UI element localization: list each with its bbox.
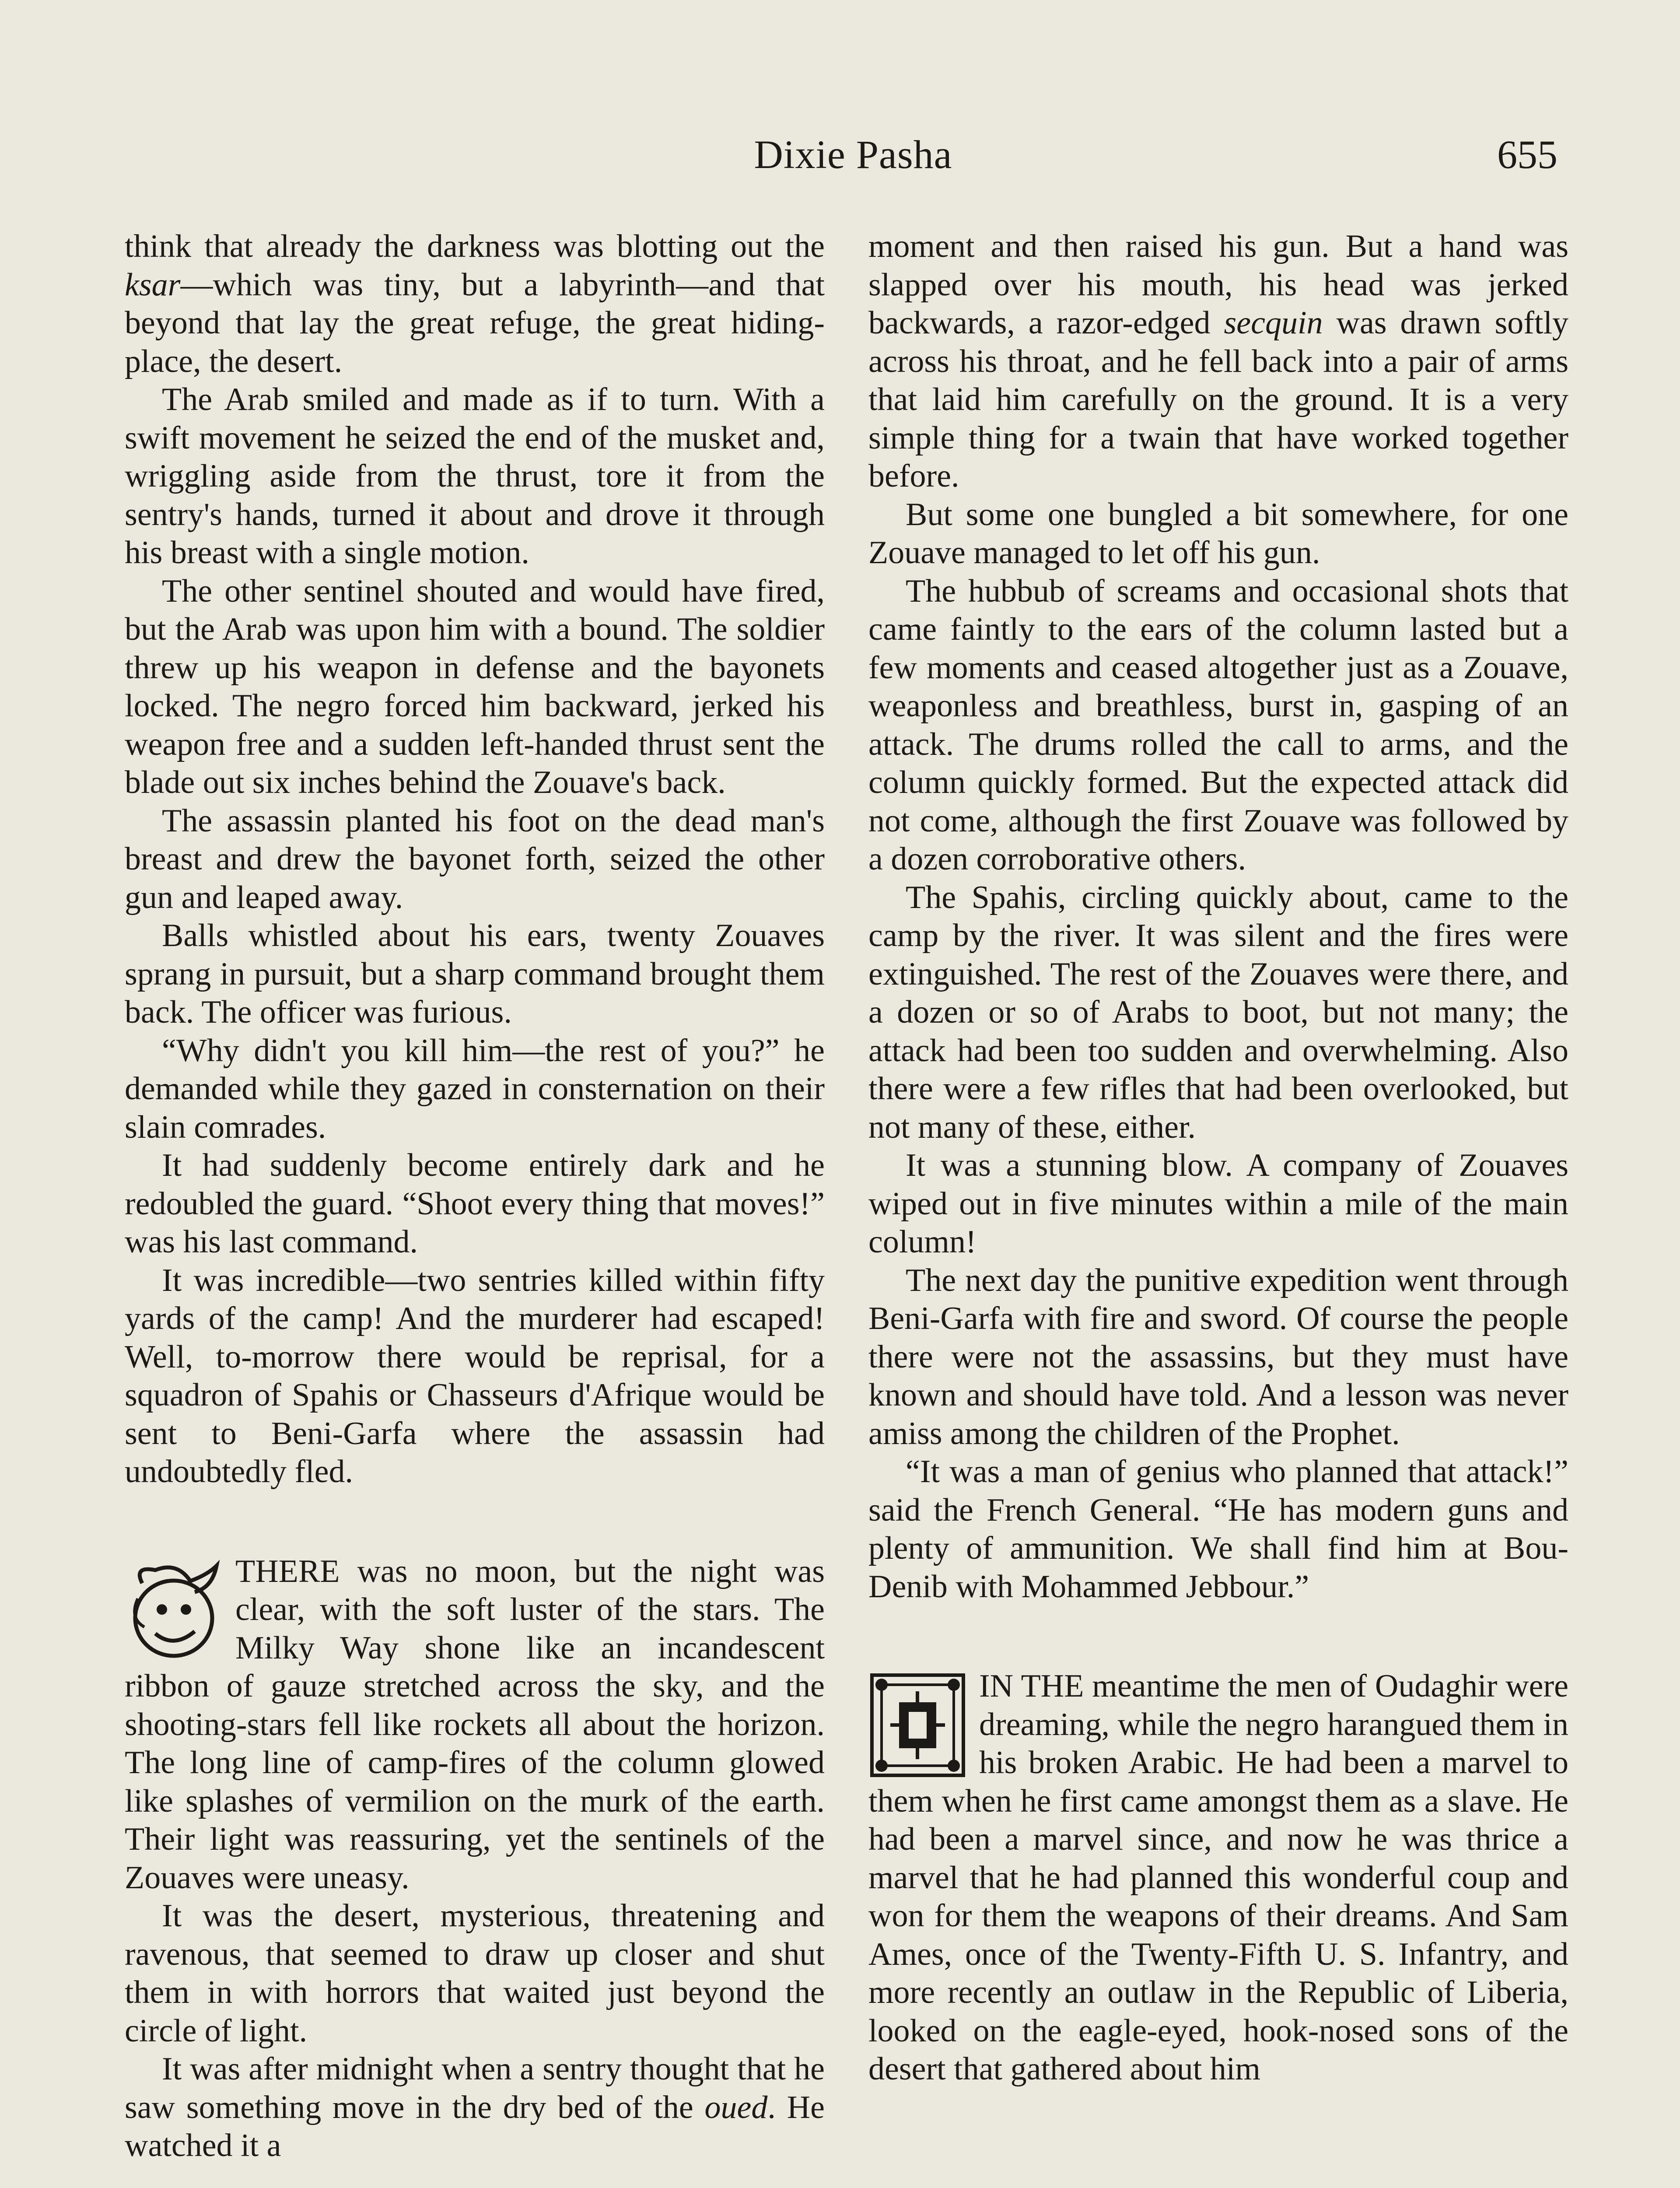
paragraph: The hubbub of screams and occasional shots that came faintly to the ears of the column lasted but a few moments and ceased altogether just as a Zouave, weaponless and breathless, burst in, gasping of an attack. The drums rolled the call to arms, and the column quickly formed. But the expected attack did not come, although the first Zouave was followed by a dozen corroborative others. — [868, 573, 1568, 877]
paragraph: “It was a man of genius who planned that attack!” said the French General. “He has modern guns and plenty of ammunition. We shall find him at Bou-Denib with Mohammed Jebbour.” — [868, 1454, 1568, 1605]
section-break-left — [125, 1553, 825, 2165]
page-number: 655 — [1497, 132, 1558, 177]
paragraph: It had suddenly become entirely dark and he redoubled the guard. “Shoot every thing that moves!” was his last command. — [125, 1147, 825, 1260]
paragraph: THERE was no moon, but the night was clear, with the soft luster of the stars. The Milky Way shone like an incandescent ribbon of gauze stretched across the sky, and the shooting-stars fell like rockets all about the horizon. The long line of camp-fires of the column glowed like splashes of vermilion on the murk of the earth. Their light was reassuring, yet the sentinels of the Zouaves were uneasy. — [125, 1553, 825, 1896]
paragraph: IN THE meantime the men of Oudaghir were dreaming, while the negro harangued them in his broken Arabic. He had been a marvel to them when he first came amongst them as a slave. He had been a marvel since, and now he was thrice a marvel that he had planned this wonderful coup and won for them the weapons of their dreams. And Sam Ames, once of the Twenty-Fifth U. S. Infantry, and more recently an outlaw in the Republic of Liberia, looked on the eagle-eyed, hook-nosed sons of the desert that gathered about him — [868, 1668, 1568, 2087]
italic-word: secquin — [1224, 305, 1323, 341]
paragraph: The Spahis, circling quickly about, came to the camp by the river. It was silent and the fires were extinguished. The rest of the Zouaves were there, and a dozen or so of Arabs to boot, but not many; the attack had been too sudden and overwhelming. Also there were a few rifles that had been overlooked, but not many of these, either. — [868, 879, 1568, 1145]
paragraph: It was incredible—two sentries killed within fifty yards of the camp! And the murderer had escaped! Well, to-morrow there would be reprisal, for a squadron of Spahis or Chasseurs d'Afrique would be sent to Beni-Garfa where the assassin had undoubtedly fled. — [125, 1262, 825, 1490]
decorative-initial-icon — [125, 1557, 223, 1664]
italic-word: oued — [704, 2089, 768, 2125]
right-column — [868, 228, 1568, 2089]
paragraph: moment and then raised his gun. But a hand was slapped over his mouth, his head was jerked backwards, a razor-edged secquin was drawn softly across his throat, and he fell back into a pair of arms that laid him carefully on the ground. It is a very simple thing for a twain that have worked together before. — [868, 228, 1568, 494]
paragraph: It was after midnight when a sentry thought that he saw something move in the dry bed of the oued. He watched it a — [125, 2051, 825, 2163]
paragraph: The next day the punitive expedition went through Beni-Garfa with fire and sword. Of course the people there were not the assassins, but they must have known and should have told. And a lesson was never amiss among the children of the Prophet. — [868, 1262, 1568, 1452]
paragraph: think that already the darkness was blotting out the ksar—which was tiny, but a labyrinth—and that beyond that lay the great refuge, the great hiding-place, the desert. — [125, 228, 825, 379]
paragraph: The other sentinel shouted and would have fired, but the Arab was upon him with a bound. The soldier threw up his weapon in defense and the bayonets locked. The negro forced him backward, jerked his weapon free and a sudden left-handed thrust sent the blade out six inches behind the Zouave's back. — [125, 573, 825, 800]
paragraph: It was a stunning blow. A company of Zouaves wiped out in five minutes within a mile of the main column! — [868, 1147, 1568, 1260]
paragraph: Balls whistled about his ears, twenty Zouaves sprang in pursuit, but a sharp command brought them back. The officer was furious. — [125, 918, 825, 1030]
paragraph: But some one bungled a bit somewhere, for one Zouave managed to let off his gun. — [868, 496, 1568, 571]
paragraph: The assassin planted his foot on the dead man's breast and drew the bayonet forth, seized the other gun and leaped away. — [125, 803, 825, 915]
section-break-right — [868, 1667, 1568, 2089]
paragraph: The Arab smiled and made as if to turn. With a swift movement he seized the end of the musket and, wriggling aside from the thrust, tore it from the sentry's hands, turned it about and drove it through his breast with a single motion. — [125, 382, 825, 571]
italic-word: ksar — [125, 266, 181, 303]
ornamental-initial-icon — [868, 1672, 967, 1779]
running-head-title: Dixie Pasha — [754, 132, 952, 177]
paragraph: It was the desert, mysterious, threatening and ravenous, that seemed to draw up closer and shut them in with horrors that waited just beyond the circle of light. — [125, 1898, 825, 2049]
left-column — [125, 228, 825, 2165]
paragraph: “Why didn't you kill him—the rest of you?” he demanded while they gazed in consternation on their slain comrades. — [125, 1032, 825, 1145]
